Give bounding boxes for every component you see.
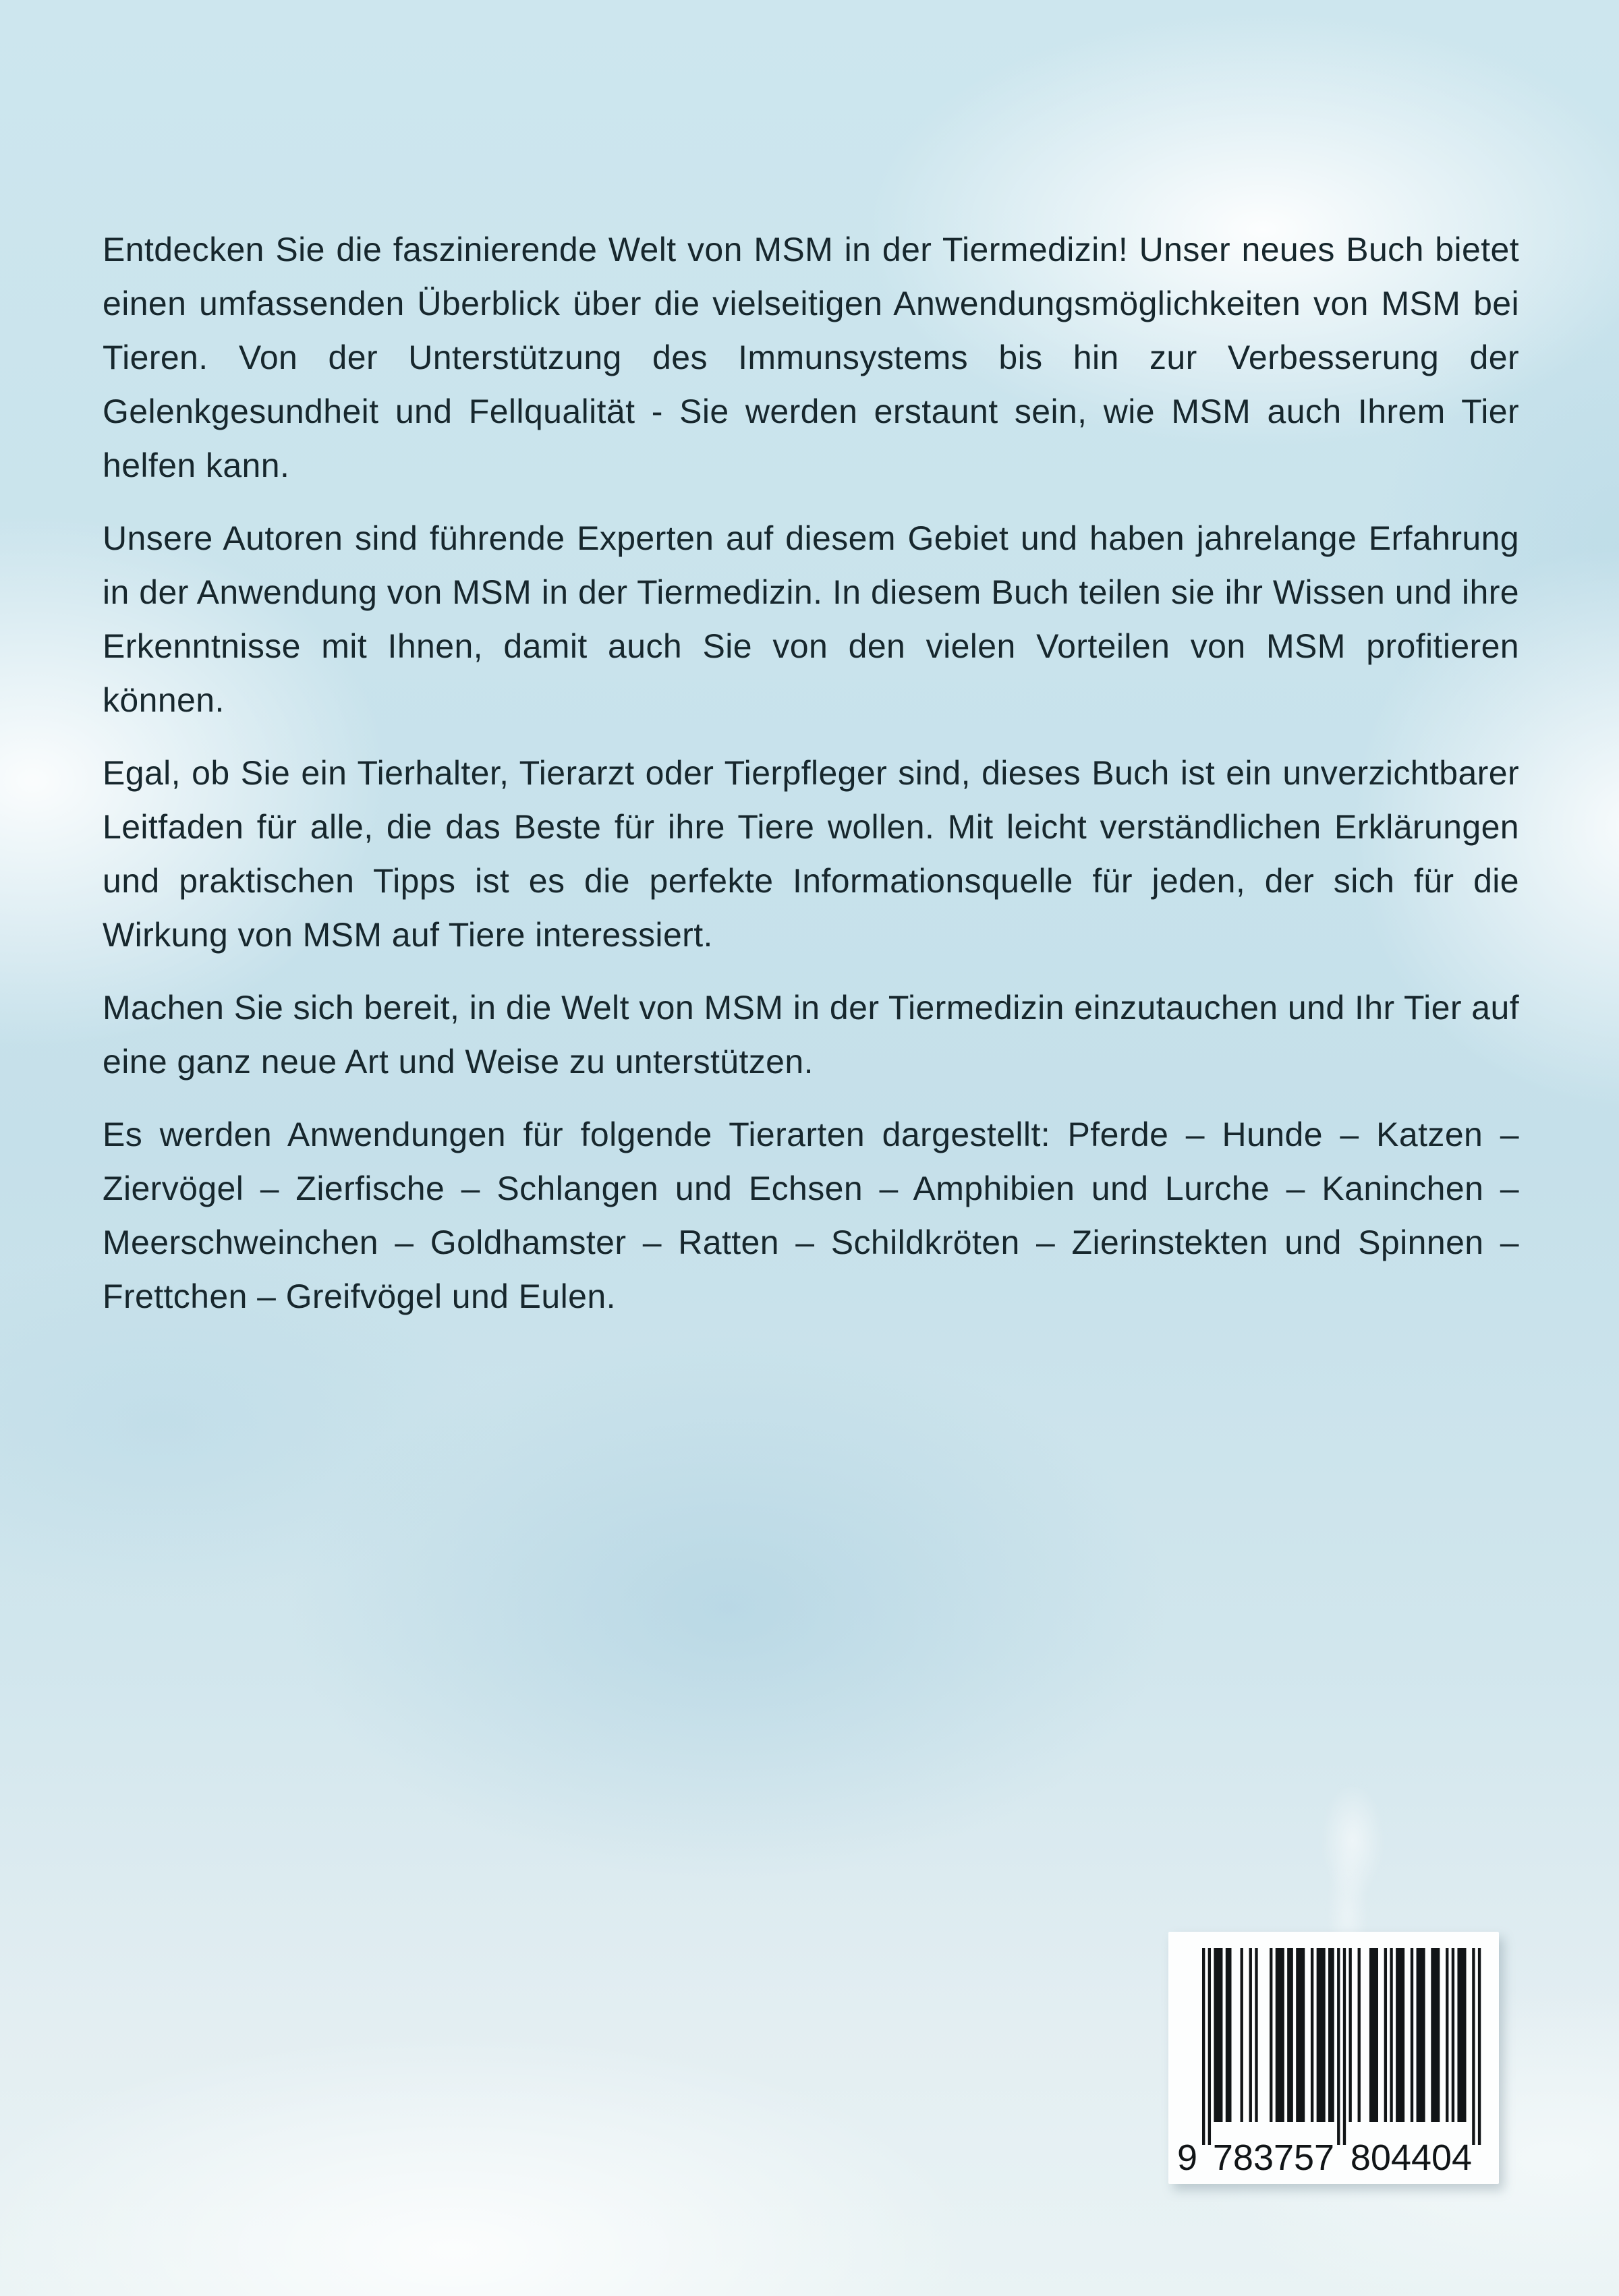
barcode-bars <box>1202 1948 1481 2145</box>
barcode-bar <box>1431 1948 1440 2122</box>
barcode-bar <box>1472 1948 1475 2145</box>
barcode-bar <box>1343 1948 1346 2145</box>
blurb-paragraph-audience: Egal, ob Sie ein Tierhalter, Tierarzt oder Tierpfleger sind, dieses Buch ist ein unverzichtbarer Leitfaden für alle, die das Beste für ihre Tiere wollen. Mit leicht verständlichen Erklärungen und praktischen Tipps ist es die perfekte Informationsquelle für jeden, der sich für die Wirkung von MSM auf Tiere interessiert. <box>103 754 1519 954</box>
blurb-paragraph-authors: Unsere Autoren sind führende Experten auf diesem Gebiet und haben jahrelange Erfahrung in der Anwendung von MSM in der Tiermedizin. In diesem Buch teilen sie ihr Wissen und ihre Erkenntnisse mit Ihnen, damit auch Sie von den vielen Vorteilen von MSM profitieren können. <box>103 519 1519 719</box>
blurb-paragraph-callout: Machen Sie sich bereit, in die Welt von MSM in der Tiermedizin einzutauchen und Ihr Tier auf eine ganz neue Art und Weise zu unterstützen. <box>103 989 1519 1081</box>
isbn-digits-left: 783757 <box>1212 2137 1335 2178</box>
isbn-barcode <box>1168 1932 1499 2184</box>
barcode-graphic <box>1168 1932 1499 2184</box>
barcode-bar <box>1311 1948 1313 2122</box>
barcode-bar <box>1478 1948 1481 2145</box>
barcode-bar <box>1255 1948 1257 2122</box>
barcode-bar <box>1317 1948 1326 2122</box>
barcode-bar <box>1276 1948 1284 2122</box>
barcode-bar <box>1202 1948 1205 2145</box>
barcode-bar <box>1390 1948 1392 2122</box>
blurb-paragraph-animals: Es werden Anwendungen für folgende Tierarten dargestellt: Pferde – Hunde – Katzen – Ziervögel – Zierfische – Schlangen und Echsen – Amphibien und Lurche – Kaninchen – Meerschweinchen – Goldhamster – Ratten – Schildkröten – Zierinstekten und Spinnen – Frettchen – Greifvögel und Eulen. <box>103 1116 1519 1315</box>
barcode-bar <box>1249 1948 1252 2122</box>
barcode-bar <box>1358 1948 1361 2122</box>
barcode-bar <box>1417 1948 1425 2122</box>
barcode-bar <box>1270 1948 1272 2122</box>
barcode-bar <box>1396 1948 1404 2122</box>
blurb-paragraph-intro: Entdecken Sie die faszinierende Welt von MSM in der Tiermedizin! Unser neues Buch bietet einen umfassenden Überblick über die vielseitigen Anwendungsmöglichkeiten von MSM bei Tieren. Von der Unterstützung des Immunsystems bis hin zur Verbesserung der Gelenkgesundheit und Fellqualität - Sie werden erstaunt sein, wie MSM auch Ihrem Tier helfen kann. <box>103 231 1519 484</box>
barcode-bar <box>1337 1948 1340 2145</box>
barcode-bar <box>1446 1948 1448 2122</box>
barcode-bar <box>1411 1948 1413 2122</box>
barcode-bar <box>1349 1948 1352 2122</box>
barcode-bar <box>1296 1948 1305 2122</box>
blurb-text-block <box>103 223 1519 1342</box>
barcode-bar <box>1287 1948 1293 2122</box>
isbn-digit-first: 9 <box>1176 2137 1198 2178</box>
isbn-digits-right: 804404 <box>1350 2137 1473 2178</box>
barcode-bar <box>1369 1948 1378 2122</box>
barcode-bar <box>1452 1948 1454 2122</box>
barcode-bar <box>1241 1948 1243 2122</box>
barcode-bar <box>1384 1948 1387 2122</box>
barcode-bar <box>1214 1948 1222 2122</box>
barcode-bar <box>1457 1948 1466 2122</box>
barcode-bar <box>1328 1948 1334 2122</box>
barcode-bar <box>1226 1948 1232 2122</box>
barcode-bar <box>1208 1948 1211 2145</box>
